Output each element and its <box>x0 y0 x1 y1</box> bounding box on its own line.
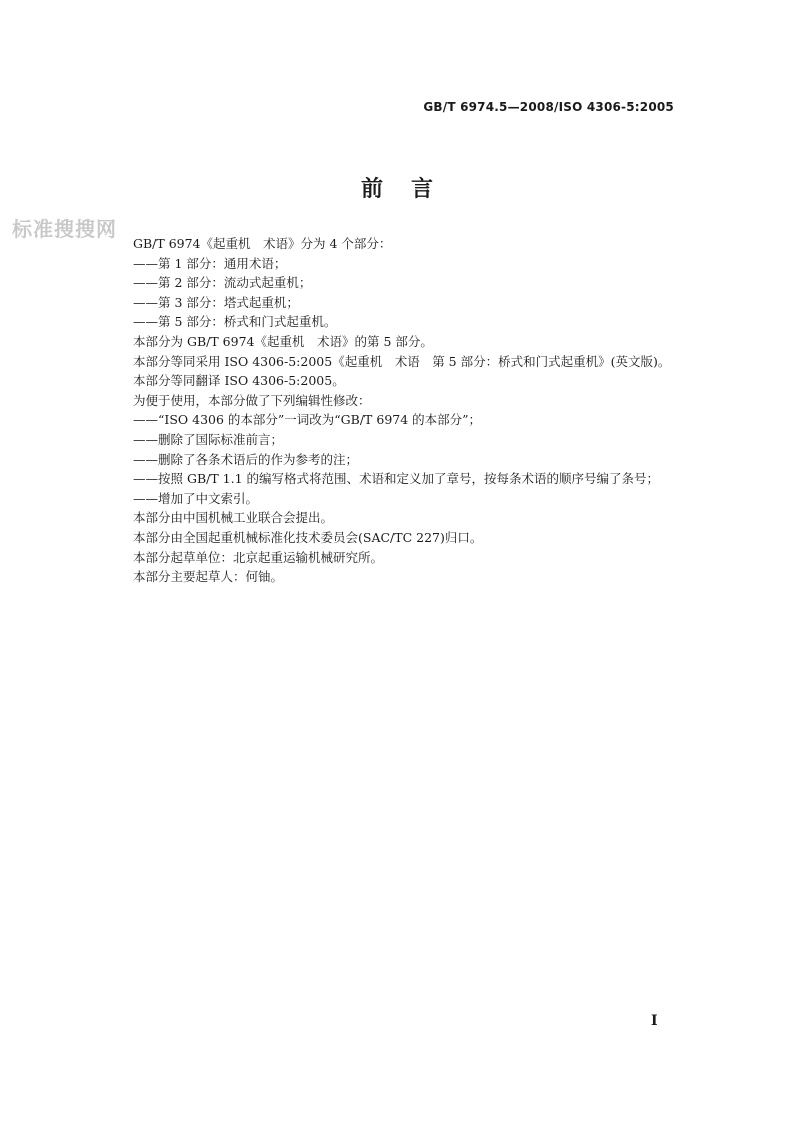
body-line: 本部分为 GB/T 6974《起重机 术语》的第 5 部分。 <box>133 333 433 349</box>
body-line: 本部分等同翻译 ISO 4306-5:2005。 <box>133 373 345 389</box>
standard-code: GB/T 6974.5—2008/ISO 4306-5:2005 <box>423 100 674 114</box>
body-line: ——第 5 部分：桥式和门式起重机。 <box>133 314 337 330</box>
body-line: ——第 1 部分：通用术语； <box>133 255 287 271</box>
body-line: 本部分起草单位：北京起重运输机械研究所。 <box>133 549 384 565</box>
body-line: 为便于使用，本部分做了下列编辑性修改： <box>133 392 371 408</box>
body-line: 本部分由全国起重机械标准化技术委员会(SAC/TC 227)归口。 <box>133 529 483 545</box>
body-line: GB/T 6974《起重机 术语》分为 4 个部分： <box>133 236 392 251</box>
watermark: 标准搜搜网 <box>12 217 117 241</box>
page-number: I <box>651 1013 658 1029</box>
body-line: ——按照 GB/T 1.1 的编写格式将范围、术语和定义加了章号，按每条术语的顺序号编了条号； <box>133 471 660 487</box>
body-line: ——删除了国际标准前言； <box>133 431 284 447</box>
body-line: 本部分等同采用 ISO 4306-5:2005《起重机 术语 第 5 部分：桥式和门式起重机》(英文版)。 <box>133 353 671 369</box>
body-line: ——第 3 部分：塔式起重机； <box>133 294 299 310</box>
body-line: ——增加了中文索引。 <box>133 490 259 506</box>
body-line: ——“ISO 4306 的本部分”一词改为“GB/T 6974 的本部分”； <box>133 412 482 428</box>
body-line: ——删除了各条术语后的作为参考的注； <box>133 451 359 467</box>
body-line: 本部分由中国机械工业联合会提出。 <box>133 510 334 526</box>
body-line: 本部分主要起草人：何铀。 <box>133 569 284 585</box>
foreword-body <box>133 234 673 587</box>
page-title: 前言 <box>360 177 461 202</box>
body-line: ——第 2 部分：流动式起重机； <box>133 275 312 291</box>
